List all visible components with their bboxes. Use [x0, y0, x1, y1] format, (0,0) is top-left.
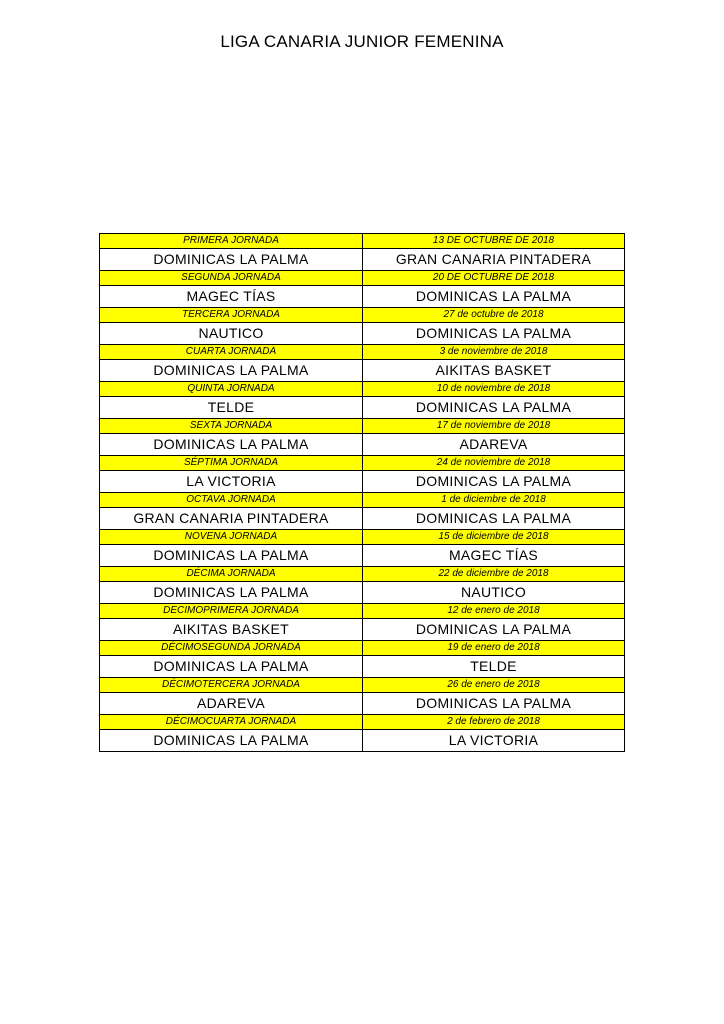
- round-label: OCTAVA JORNADA: [100, 493, 363, 508]
- round-header-row: [100, 456, 625, 471]
- round-date: 24 de noviembre de 2018: [363, 456, 625, 471]
- round-date: 26 de enero de 2018: [363, 678, 625, 693]
- schedule-body: [100, 234, 625, 752]
- home-team: DOMINICAS LA PALMA: [100, 656, 363, 678]
- round-header-row: [100, 715, 625, 730]
- round-date: 15 de diciembre de 2018: [363, 530, 625, 545]
- round-label: DÉCIMA JORNADA: [100, 567, 363, 582]
- home-team: AIKITAS BASKET: [100, 619, 363, 641]
- match-row: [100, 656, 625, 678]
- round-header-row: [100, 345, 625, 360]
- match-row: [100, 397, 625, 419]
- round-header-row: [100, 530, 625, 545]
- away-team: DOMINICAS LA PALMA: [363, 286, 625, 308]
- away-team: LA VICTORIA: [363, 730, 625, 752]
- home-team: NAUTICO: [100, 323, 363, 345]
- round-date: 13 DE OCTUBRE DE 2018: [363, 234, 625, 249]
- round-header-row: [100, 308, 625, 323]
- away-team: ADAREVA: [363, 434, 625, 456]
- round-header-row: [100, 234, 625, 249]
- round-label: NOVENA JORNADA: [100, 530, 363, 545]
- round-date: 27 de octubre de 2018: [363, 308, 625, 323]
- home-team: DOMINICAS LA PALMA: [100, 730, 363, 752]
- home-team: DOMINICAS LA PALMA: [100, 545, 363, 567]
- round-header-row: [100, 419, 625, 434]
- round-label: SEXTA JORNADA: [100, 419, 363, 434]
- schedule-table: [99, 233, 625, 752]
- round-label: QUINTA JORNADA: [100, 382, 363, 397]
- round-header-row: [100, 382, 625, 397]
- away-team: DOMINICAS LA PALMA: [363, 471, 625, 493]
- home-team: DOMINICAS LA PALMA: [100, 434, 363, 456]
- away-team: DOMINICAS LA PALMA: [363, 508, 625, 530]
- match-row: [100, 730, 625, 752]
- round-header-row: [100, 604, 625, 619]
- round-label: PRIMERA JORNADA: [100, 234, 363, 249]
- round-header-row: [100, 678, 625, 693]
- round-date: 3 de noviembre de 2018: [363, 345, 625, 360]
- round-date: 19 de enero de 2018: [363, 641, 625, 656]
- home-team: GRAN CANARIA PINTADERA: [100, 508, 363, 530]
- round-header-row: [100, 567, 625, 582]
- page-title: LIGA CANARIA JUNIOR FEMENINA: [220, 32, 504, 51]
- round-label: SÉPTIMA JORNADA: [100, 456, 363, 471]
- away-team: DOMINICAS LA PALMA: [363, 323, 625, 345]
- away-team: TELDE: [363, 656, 625, 678]
- home-team: LA VICTORIA: [100, 471, 363, 493]
- round-date: 2 de febrero de 2018: [363, 715, 625, 730]
- match-row: [100, 508, 625, 530]
- round-header-row: [100, 493, 625, 508]
- match-row: [100, 249, 625, 271]
- round-date: 22 de diciembre de 2018: [363, 567, 625, 582]
- match-row: [100, 545, 625, 567]
- home-team: MAGEC TÍAS: [100, 286, 363, 308]
- round-date: 17 de noviembre de 2018: [363, 419, 625, 434]
- round-header-row: [100, 641, 625, 656]
- home-team: DOMINICAS LA PALMA: [100, 249, 363, 271]
- round-label: DÉCIMOSEGUNDA JORNADA: [100, 641, 363, 656]
- round-label: DECIMOPRIMERA JORNADA: [100, 604, 363, 619]
- away-team: DOMINICAS LA PALMA: [363, 693, 625, 715]
- home-team: DOMINICAS LA PALMA: [100, 582, 363, 604]
- away-team: DOMINICAS LA PALMA: [363, 397, 625, 419]
- match-row: [100, 286, 625, 308]
- round-label: DÉCIMOCUARTA JORNADA: [100, 715, 363, 730]
- match-row: [100, 323, 625, 345]
- match-row: [100, 360, 625, 382]
- round-label: DÉCIMOTERCERA JORNADA: [100, 678, 363, 693]
- round-label: CUARTA JORNADA: [100, 345, 363, 360]
- home-team: ADAREVA: [100, 693, 363, 715]
- round-header-row: [100, 271, 625, 286]
- match-row: [100, 693, 625, 715]
- match-row: [100, 619, 625, 641]
- away-team: AIKITAS BASKET: [363, 360, 625, 382]
- away-team: MAGEC TÍAS: [363, 545, 625, 567]
- round-label: TERCERA JORNADA: [100, 308, 363, 323]
- round-label: SEGUNDA JORNADA: [100, 271, 363, 286]
- away-team: NAUTICO: [363, 582, 625, 604]
- away-team: DOMINICAS LA PALMA: [363, 619, 625, 641]
- match-row: [100, 434, 625, 456]
- round-date: 1 de diciembre de 2018: [363, 493, 625, 508]
- round-date: 12 de enero de 2018: [363, 604, 625, 619]
- match-row: [100, 471, 625, 493]
- match-row: [100, 582, 625, 604]
- round-date: 10 de noviembre de 2018: [363, 382, 625, 397]
- home-team: TELDE: [100, 397, 363, 419]
- home-team: DOMINICAS LA PALMA: [100, 360, 363, 382]
- away-team: GRAN CANARIA PINTADERA: [363, 249, 625, 271]
- round-date: 20 DE OCTUBRE DE 2018: [363, 271, 625, 286]
